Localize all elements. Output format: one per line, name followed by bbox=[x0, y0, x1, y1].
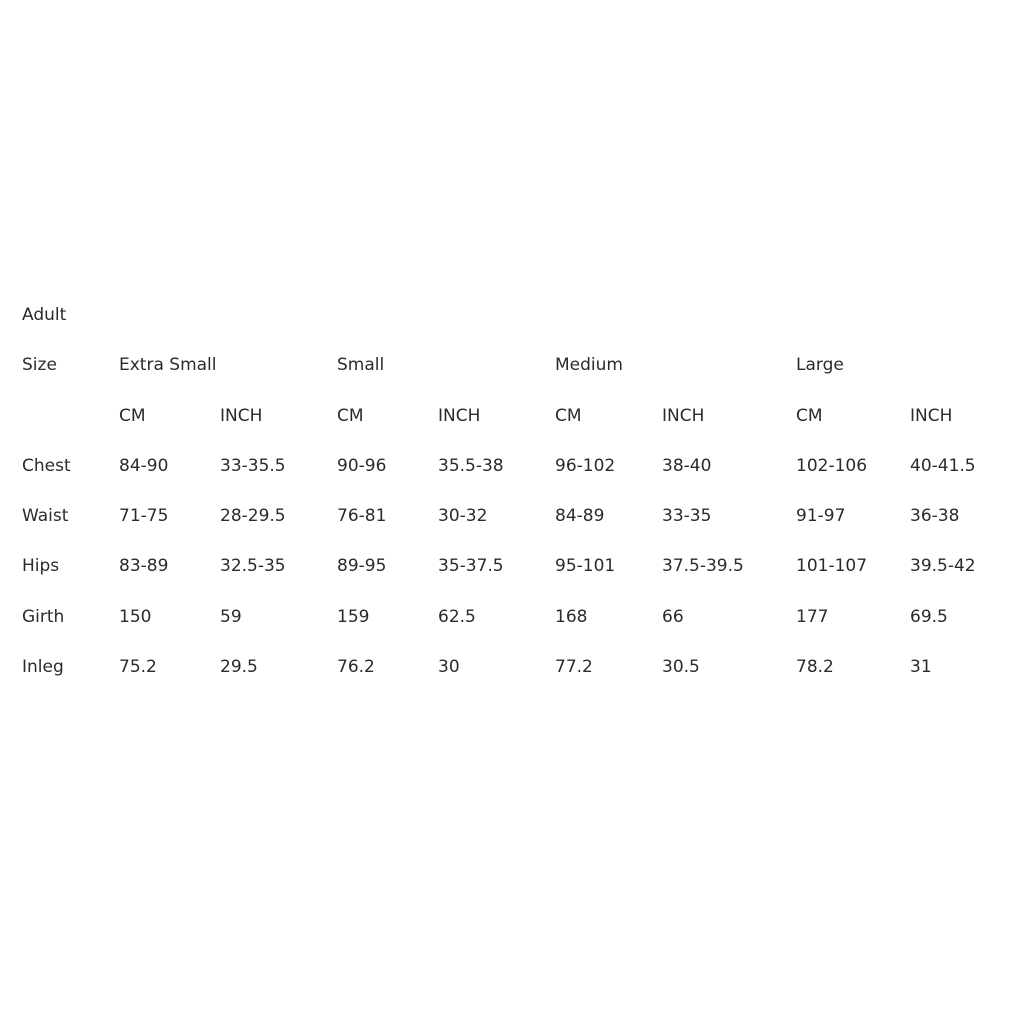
table-cell: 75.2 bbox=[119, 657, 157, 678]
size-label: Size bbox=[22, 355, 57, 376]
table-cell: 33-35 bbox=[662, 506, 712, 527]
table-row bbox=[0, 592, 1024, 642]
table-row bbox=[0, 541, 1024, 591]
table-cell: 177 bbox=[796, 606, 829, 627]
table-cell: 30 bbox=[438, 657, 460, 678]
unit-header: CM bbox=[796, 405, 823, 426]
unit-header: INCH bbox=[220, 405, 263, 426]
table-cell: 101-107 bbox=[796, 556, 868, 577]
table-cell: 84-89 bbox=[555, 506, 605, 527]
row-label: Inleg bbox=[22, 657, 64, 678]
table-cell: 32.5-35 bbox=[220, 556, 286, 577]
row-label: Girth bbox=[22, 606, 65, 627]
table-cell: 59 bbox=[220, 606, 242, 627]
table-cell: 96-102 bbox=[555, 455, 616, 476]
table-cell: 77.2 bbox=[555, 657, 593, 678]
table-cell: 91-97 bbox=[796, 506, 846, 527]
table-cell: 95-101 bbox=[555, 556, 616, 577]
table-cell: 38-40 bbox=[662, 455, 712, 476]
unit-header-row bbox=[0, 391, 1024, 441]
size-medium: Medium bbox=[555, 355, 623, 376]
table-cell: 76-81 bbox=[337, 506, 387, 527]
table-row bbox=[0, 441, 1024, 491]
unit-header: CM bbox=[119, 405, 146, 426]
size-large: Large bbox=[796, 355, 844, 376]
row-label: Waist bbox=[22, 506, 69, 527]
table-row bbox=[0, 642, 1024, 692]
table-cell: 31 bbox=[910, 657, 932, 678]
table-cell: 89-95 bbox=[337, 556, 387, 577]
table-cell: 71-75 bbox=[119, 506, 169, 527]
table-cell: 102-106 bbox=[796, 455, 868, 476]
table-cell: 62.5 bbox=[438, 606, 476, 627]
unit-header: INCH bbox=[910, 405, 953, 426]
table-cell: 168 bbox=[555, 606, 588, 627]
table-cell: 35-37.5 bbox=[438, 556, 504, 577]
table-cell: 30.5 bbox=[662, 657, 700, 678]
table-cell: 66 bbox=[662, 606, 684, 627]
table-cell: 30-32 bbox=[438, 506, 488, 527]
table-caption: Adult bbox=[22, 305, 67, 325]
table-cell: 35.5-38 bbox=[438, 455, 504, 476]
table-cell: 28-29.5 bbox=[220, 506, 286, 527]
row-label: Chest bbox=[22, 455, 71, 476]
unit-header: INCH bbox=[662, 405, 705, 426]
table-cell: 83-89 bbox=[119, 556, 169, 577]
table-cell: 90-96 bbox=[337, 455, 387, 476]
size-header-row bbox=[0, 340, 1024, 390]
table-cell: 69.5 bbox=[910, 606, 948, 627]
table-cell: 29.5 bbox=[220, 657, 258, 678]
unit-header: CM bbox=[337, 405, 364, 426]
row-label: Hips bbox=[22, 556, 60, 577]
unit-header: CM bbox=[555, 405, 582, 426]
table-cell: 33-35.5 bbox=[220, 455, 286, 476]
size-extra-small: Extra Small bbox=[119, 355, 217, 376]
table-cell: 76.2 bbox=[337, 657, 375, 678]
table-cell: 159 bbox=[337, 606, 370, 627]
table-cell: 36-38 bbox=[910, 506, 960, 527]
caption-row bbox=[0, 290, 1024, 340]
unit-header: INCH bbox=[438, 405, 481, 426]
table-row bbox=[0, 491, 1024, 541]
table-cell: 37.5-39.5 bbox=[662, 556, 744, 577]
size-chart-table bbox=[0, 290, 1024, 692]
size-small: Small bbox=[337, 355, 385, 376]
table-cell: 84-90 bbox=[119, 455, 169, 476]
table-cell: 39.5-42 bbox=[910, 556, 976, 577]
table-cell: 40-41.5 bbox=[910, 455, 976, 476]
table-cell: 150 bbox=[119, 606, 152, 627]
table-cell: 78.2 bbox=[796, 657, 834, 678]
